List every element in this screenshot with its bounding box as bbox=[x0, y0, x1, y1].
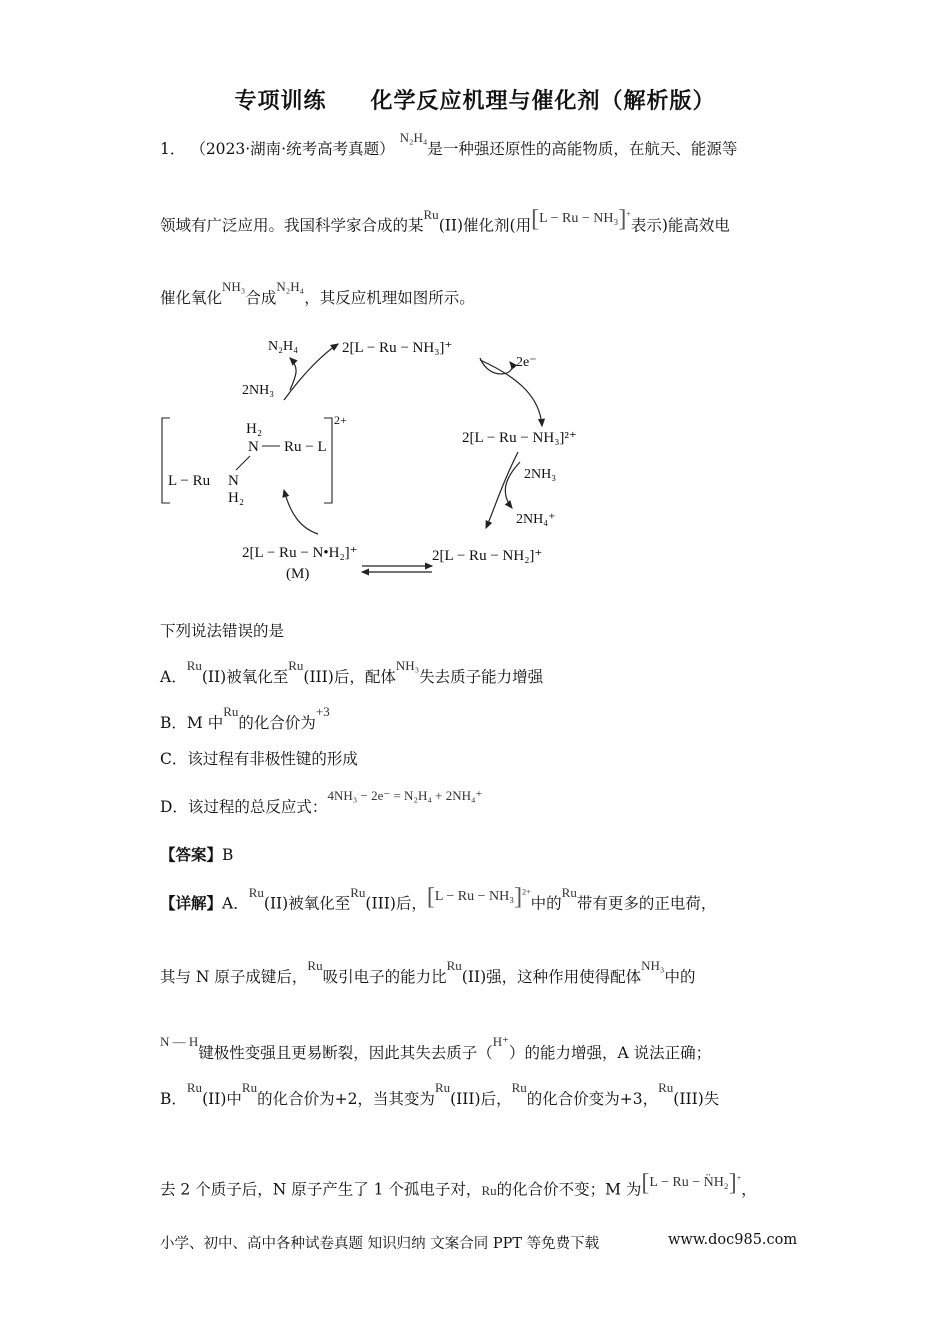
formula-n2h4-b: N₂H₄ bbox=[276, 279, 305, 294]
footer-website-link[interactable]: www.doc985.com bbox=[668, 1232, 798, 1248]
option-b bbox=[160, 704, 330, 735]
species-right: 2[L − Ru − NH₃]²⁺ bbox=[462, 430, 577, 446]
m-complex-text: L − Ru − N̈H₂ bbox=[649, 1174, 729, 1190]
formula-ru: Ru bbox=[423, 206, 439, 222]
question-line-1 bbox=[160, 130, 738, 161]
explanation-label: 【详解】 bbox=[160, 893, 223, 913]
expl-l2-b: 吸引电子的能力比 bbox=[322, 968, 447, 986]
formula-total-equation: 4NH₃ − 2e⁻ = N₂H₄ + 2NH₄⁺ bbox=[327, 788, 483, 803]
formula-ru-a1: Ru bbox=[186, 658, 202, 673]
question-number: 1． bbox=[160, 140, 186, 158]
formula-n2h4: N₂H₄ bbox=[399, 130, 428, 145]
reaction-mechanism-diagram bbox=[150, 328, 610, 588]
electron-branch-arrow bbox=[480, 358, 512, 374]
expl-l5-b: 的化合价不变；M 为 bbox=[496, 1180, 642, 1199]
formula-ru-e3: Ru bbox=[561, 884, 577, 900]
answer-value: B bbox=[222, 846, 234, 864]
expl-l1-e: 带有更多的正电荷， bbox=[576, 894, 717, 913]
expl-l4-e: 的化合价变为+3， bbox=[526, 1090, 659, 1108]
option-b-value: +3 bbox=[315, 704, 330, 719]
formula-m-complex: [L − Ru − N̈H₂]+ bbox=[641, 1169, 742, 1196]
question-prompt: 下列说法错误的是 bbox=[160, 622, 285, 640]
arrow-right-to-bottom bbox=[486, 452, 518, 528]
expl-l4-b: (II)中 bbox=[202, 1090, 242, 1108]
formula-complex: [L − Ru − NH₃]+ bbox=[531, 205, 631, 232]
formula-ru-a2: Ru bbox=[288, 658, 304, 673]
formula-ru-e11: Ru bbox=[481, 1182, 497, 1198]
expl-l4-d: (III)后， bbox=[450, 1090, 512, 1108]
dimer-ru-right: Ru − L bbox=[284, 439, 327, 455]
option-b-label: B．M 中 bbox=[160, 714, 224, 732]
explanation-line-4 bbox=[160, 1080, 720, 1111]
dimer-h2-top: H₂ bbox=[246, 421, 263, 437]
formula-nh-bond: N — H bbox=[160, 1034, 199, 1049]
question-line-3 bbox=[160, 279, 475, 310]
option-a-2: (III)后，配体 bbox=[303, 668, 396, 686]
label-n2h4-out: N₂H₄ bbox=[268, 339, 298, 354]
answer bbox=[160, 844, 233, 866]
expl-l5-end: ， bbox=[741, 1180, 757, 1199]
expl-l5-a: 去 2 个质子后，N 原子产生了 1 个孤电子对， bbox=[160, 1180, 482, 1199]
expl-l1-a: A． bbox=[222, 894, 249, 913]
label-2e: 2e⁻ bbox=[516, 355, 537, 370]
complex2-text: L − Ru − NH₃ bbox=[434, 888, 515, 904]
formula-nh3-a: NH₃ bbox=[395, 658, 420, 673]
label-m: (M) bbox=[286, 566, 310, 582]
expl-l1-d: 中的 bbox=[530, 894, 562, 913]
label-in-nh3: 2NH₃ bbox=[524, 467, 557, 482]
title-right: 化学反应机理与催化剂（解析版） bbox=[370, 89, 716, 114]
expl-l4-f: (III)失 bbox=[673, 1090, 720, 1108]
explanation-line-2 bbox=[160, 958, 696, 989]
expl-l2-d: 中的 bbox=[664, 968, 696, 986]
formula-ru-e5: Ru bbox=[446, 958, 462, 973]
complex-charge: + bbox=[626, 209, 631, 218]
expl-l1-c: (III)后， bbox=[365, 894, 427, 913]
option-a-label: A． bbox=[160, 668, 187, 686]
arrow-m-to-dimer bbox=[284, 490, 318, 534]
formula-ru-e9: Ru bbox=[511, 1080, 527, 1095]
explanation-line-5 bbox=[160, 1169, 757, 1203]
page-title bbox=[0, 84, 950, 115]
explanation-line-3 bbox=[160, 1034, 712, 1065]
answer-label: 【答案】 bbox=[160, 845, 223, 864]
option-a-1: (II)被氧化至 bbox=[201, 668, 289, 686]
label-nh3-in: 2NH₃ bbox=[242, 383, 275, 398]
expl-l2-a: 其与 N 原子成键后， bbox=[160, 968, 308, 986]
formula-nh3: NH₃ bbox=[222, 279, 246, 294]
formula-ru-e10: Ru bbox=[658, 1080, 674, 1095]
dimer-n-top: N bbox=[248, 439, 259, 455]
species-bottom-left-m: 2[L − Ru − N•H₂]⁺ bbox=[242, 545, 358, 561]
nh3-branch-arrow bbox=[505, 462, 520, 508]
formula-nh3-e: NH₃ bbox=[641, 958, 665, 973]
formula-complex-2plus: $[L - Ru - NH_3]^{2+}$ bbox=[426, 883, 531, 910]
question-line3-a: 催化氧化 bbox=[160, 289, 223, 307]
formula-ru-e8: Ru bbox=[434, 1080, 451, 1095]
dimer-right-bracket bbox=[324, 418, 332, 503]
option-d bbox=[160, 788, 483, 819]
formula-ru-b: Ru bbox=[223, 704, 239, 719]
question-line2-a: 领域有广泛应用。我国科学家合成的某 bbox=[160, 216, 424, 235]
explanation-line-1 bbox=[160, 883, 717, 917]
expl-l3-b: ）的能力增强，A 说法正确； bbox=[509, 1044, 712, 1062]
expl-l4-c: 的化合价为+2，当其变为 bbox=[257, 1090, 435, 1108]
option-a bbox=[160, 658, 544, 689]
dimer-charge: 2+ bbox=[334, 413, 347, 427]
formula-hplus: H⁺ bbox=[492, 1034, 510, 1049]
species-top: 2[L − Ru − NH₃]⁺ bbox=[342, 340, 453, 356]
complex2-charge: 2+ bbox=[522, 887, 531, 896]
option-c: C．该过程有非极性键的形成 bbox=[160, 750, 358, 768]
option-b-1: 的化合价为 bbox=[238, 714, 316, 732]
m-complex-charge: + bbox=[736, 1173, 742, 1182]
question-line-2 bbox=[160, 205, 730, 239]
question-line3-c: ，其反应机理如图所示。 bbox=[304, 289, 475, 307]
dimer-ru-left: L − Ru bbox=[168, 473, 211, 489]
expl-l4-a: B． bbox=[160, 1090, 187, 1108]
complex-text: L − Ru − NH₃ bbox=[539, 210, 619, 226]
title-left: 专项训练 bbox=[234, 89, 327, 114]
dimer-n-bottom: N bbox=[228, 473, 239, 489]
formula-ru-e6: Ru bbox=[186, 1080, 203, 1095]
label-out-nh4: 2NH₄⁺ bbox=[516, 512, 556, 527]
expl-l2-c: (II)强，这种作用使得配体 bbox=[461, 968, 642, 986]
question-line2-b: (II)催化剂(用 bbox=[438, 216, 532, 235]
formula-ru-e4: Ru bbox=[307, 958, 323, 973]
formula-ru-e1: Ru bbox=[248, 884, 264, 900]
formula-ru-e7: Ru bbox=[241, 1080, 258, 1095]
dimer-h2-bottom: H₂ bbox=[228, 490, 245, 506]
option-d-label: D．该过程的总反应式： bbox=[160, 798, 328, 816]
question-line2-c: 表示)能高效电 bbox=[630, 216, 730, 235]
question-line3-b: 合成 bbox=[245, 289, 277, 307]
footer-left: 小学、初中、高中各种试卷真题 知识归纳 文案合同 PPT 等免费下载 bbox=[160, 1236, 600, 1252]
dimer-left-bracket bbox=[162, 418, 170, 503]
question-line1-text: 是一种强还原性的高能物质，在航天、能源等 bbox=[427, 140, 738, 158]
species-bottom-right: 2[L − Ru − NH₂]⁺ bbox=[432, 548, 543, 564]
expl-l3-a: 键极性变强且更易断裂，因此其失去质子（ bbox=[198, 1044, 493, 1062]
question-source: （2023·湖南·统考高考真题） bbox=[190, 140, 395, 158]
option-a-3: 失去质子能力增强 bbox=[419, 668, 544, 686]
formula-ru-e2: Ru bbox=[350, 884, 366, 900]
expl-l1-b: (II)被氧化至 bbox=[263, 894, 351, 913]
